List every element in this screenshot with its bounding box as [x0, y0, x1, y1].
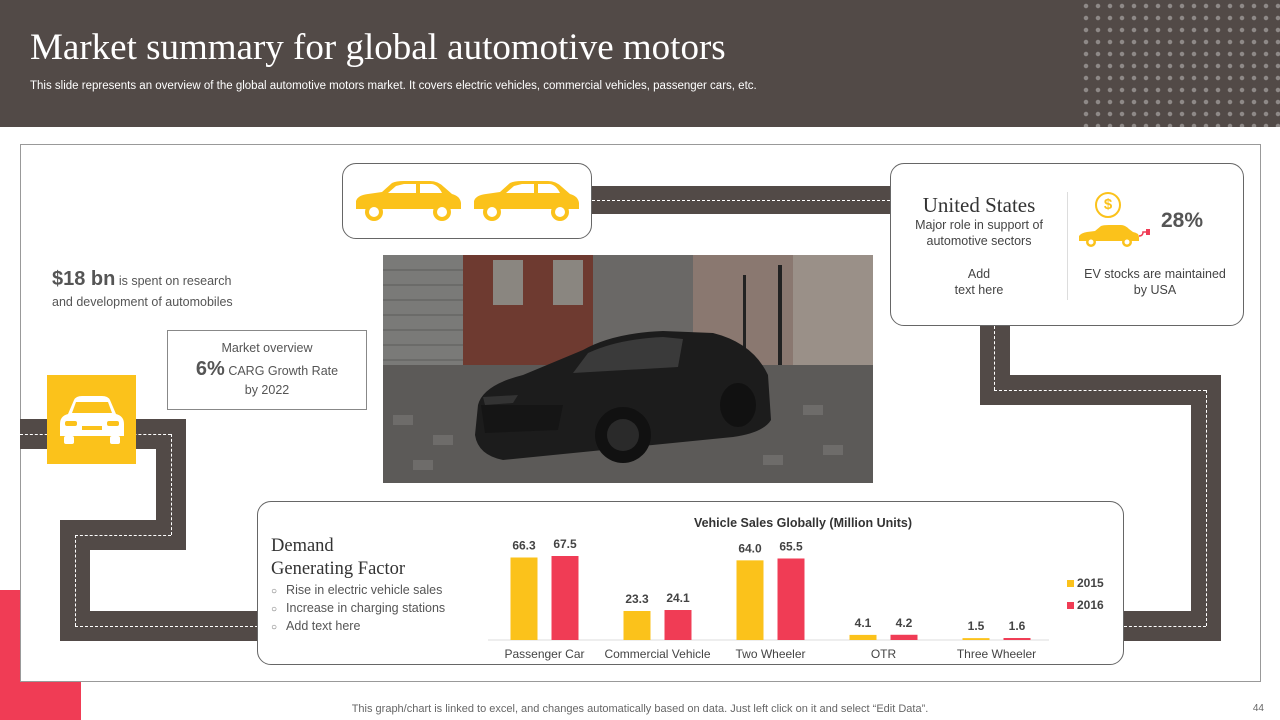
us-description: Major role in support of automotive sectors	[915, 218, 1043, 248]
car-front-tile	[47, 375, 136, 464]
bar-2016-2	[778, 558, 805, 640]
market-overview-row	[168, 358, 366, 381]
x-tick-label: Passenger Car	[504, 647, 585, 661]
market-overview-callout	[167, 330, 367, 410]
us-ev-line2: by USA	[1133, 283, 1177, 297]
us-ev-text	[1077, 266, 1233, 298]
spending-text1: is spent on research	[118, 274, 232, 288]
car-icon	[470, 179, 582, 223]
us-ev-line1: EV stocks are maintained	[1084, 267, 1226, 281]
data-label: 1.5	[967, 619, 985, 634]
data-label: 66.3	[512, 538, 536, 553]
data-label: 4.1	[854, 615, 872, 630]
us-panel	[890, 163, 1244, 326]
bar-2015-0	[511, 557, 538, 640]
list-item: ○ Rise in electric vehicle sales	[271, 582, 445, 600]
data-label: 4.2	[895, 615, 913, 630]
dot-pattern	[1080, 0, 1280, 127]
legend-swatch-2016	[1067, 602, 1074, 609]
data-label: 65.5	[779, 539, 803, 554]
dollar-coin-icon: $	[1095, 192, 1121, 218]
header-banner	[0, 0, 1280, 127]
x-tick-label: Three Wheeler	[956, 647, 1037, 661]
growth-value: 6%	[195, 358, 225, 380]
page-title: Market summary for global automotive motors	[30, 27, 726, 68]
legend-swatch-2015	[1067, 580, 1074, 587]
spending-text2: and development of automobiles	[52, 295, 233, 309]
legend-label: 2015	[1077, 576, 1104, 590]
us-add-line2: text here	[954, 283, 1004, 297]
bar-2016-0	[552, 556, 579, 640]
bar-2015-1	[624, 611, 651, 640]
page-number: 44	[1252, 703, 1264, 714]
bar-2016-3	[891, 635, 918, 640]
car-front-icon	[58, 394, 126, 446]
growth-text: CARG Growth Rate	[228, 364, 339, 378]
spending-stat	[52, 270, 231, 290]
data-label: 24.1	[666, 591, 690, 606]
demand-title-line2: Generating Factor	[271, 559, 406, 579]
us-add-line1: Add	[967, 267, 991, 281]
demand-chart-panel	[257, 501, 1124, 665]
demand-title-line1: Demand	[271, 536, 334, 556]
data-label: 64.0	[738, 541, 762, 556]
page-subtitle: This slide represents an overview of the global automotive motors market. It covers electric vehicles, commercial vehicles, passenger cars, etc.	[30, 80, 757, 92]
bar-2015-2	[737, 560, 764, 640]
bar-2016-4	[1004, 638, 1031, 640]
x-tick-label: OTR	[870, 647, 897, 661]
us-title: United States	[922, 193, 1036, 217]
data-label: 67.5	[553, 537, 577, 551]
footer-note: This graph/chart is linked to excel, and changes automatically based on data. Just left click on it and select “Edit Data”.	[351, 703, 929, 715]
chart-title: Vehicle Sales Globally (Million Units)	[693, 516, 913, 530]
bar-2015-4	[963, 638, 990, 640]
bar-2015-3	[850, 635, 877, 640]
legend-label: 2016	[1077, 598, 1104, 612]
us-percent: 28%	[1161, 209, 1204, 232]
divider	[1067, 192, 1068, 300]
market-overview-label: Market overview	[221, 341, 313, 355]
data-label: 1.6	[1008, 619, 1026, 634]
us-add-text	[911, 266, 1047, 298]
bar-2016-1	[665, 610, 692, 640]
list-item: ○ Add text here	[271, 618, 445, 636]
car-photo	[383, 255, 873, 483]
vehicle-sales-chart	[258, 502, 1123, 664]
data-label: 23.3	[625, 592, 649, 607]
x-tick-label: Two Wheeler	[735, 647, 806, 661]
growth-year: by 2022	[244, 383, 290, 397]
list-item: ○ Increase in charging stations	[271, 600, 445, 618]
spending-amount: $18 bn	[52, 268, 116, 290]
car-icon	[352, 179, 464, 223]
cars-box	[342, 163, 592, 239]
ev-car-icon	[1077, 224, 1151, 248]
x-tick-label: Commercial Vehicle	[604, 647, 711, 661]
